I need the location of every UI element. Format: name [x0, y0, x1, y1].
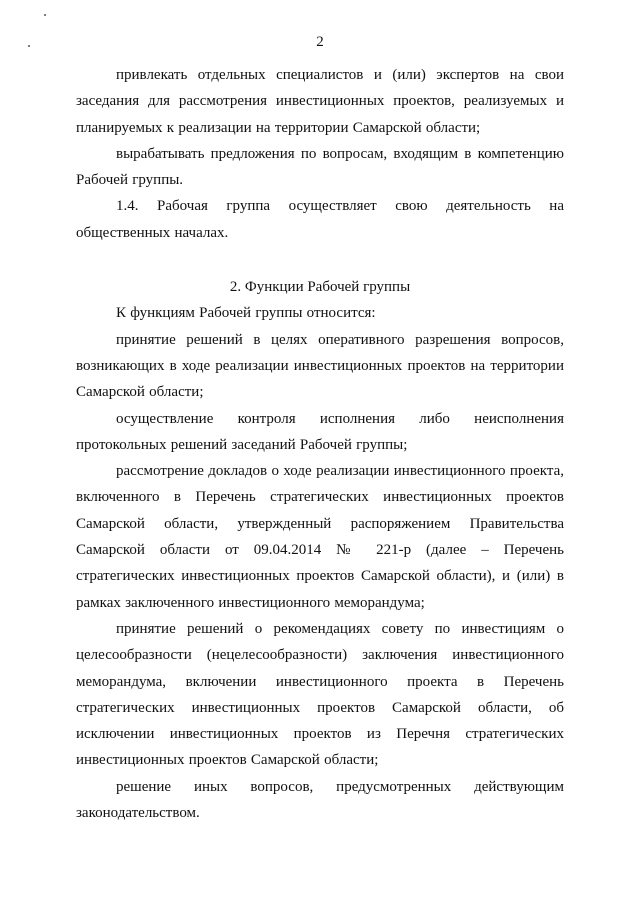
- paragraph-clause-1-4: 1.4. Рабочая группа осуществляет свою деятельность на общественных началах.: [76, 198, 564, 241]
- paragraph-proposals: вырабатывать предложения по вопросам, входящим в компетенцию Рабочей группы.: [76, 145, 564, 189]
- paragraph-function-reports: рассмотрение докладов о ходе реализации инвестиционного проекта, включенного в Перечень стратегических инвестиционных проектов Самарской области, утвержденный распоряжением Правительства Самарской области от 09.04.2014 № 221-р (далее – Перечень стратегических инвестиционных проектов Самарской области), и (или) в рамках заключенного инвестиционного меморандума;: [76, 463, 564, 611]
- paragraph-function-control: осуществление контроля исполнения либо неисполнения протокольных решений заседаний Рабочей группы;: [76, 410, 564, 453]
- document-body: [76, 62, 564, 826]
- paragraph-function-other: решение иных вопросов, предусмотренных действующим законодательством.: [76, 778, 564, 822]
- paragraph-invite-experts: привлекать отдельных специалистов и (или) экспертов на свои заседания для рассмотрения инвестиционных проектов, реализуемых и планируемых к реализации на территории Самарской области;: [76, 67, 564, 136]
- paragraph-functions-intro: К функциям Рабочей группы относится:: [116, 305, 376, 322]
- section-title-functions: 2. Функции Рабочей группы: [229, 279, 411, 296]
- page-number: 2: [316, 34, 324, 50]
- paragraph-function-recommendations: принятие решений о рекомендациях совету по инвестициям о целесообразности (нецелесообразности) заключения инвестиционного меморандума, включении инвестиционного проекта в Перечень стратегических инвестиционных проектов Самарской области, об исключении инвестиционных проектов из Перечня стратегических инвестиционных проектов Самарской области;: [76, 620, 564, 769]
- scan-speck: [44, 14, 46, 16]
- paragraph-function-decisions: принятие решений в целях оперативного разрешения вопросов, возникающих в ходе реализации инвестиционных проектов на территории Самарской области;: [76, 331, 564, 401]
